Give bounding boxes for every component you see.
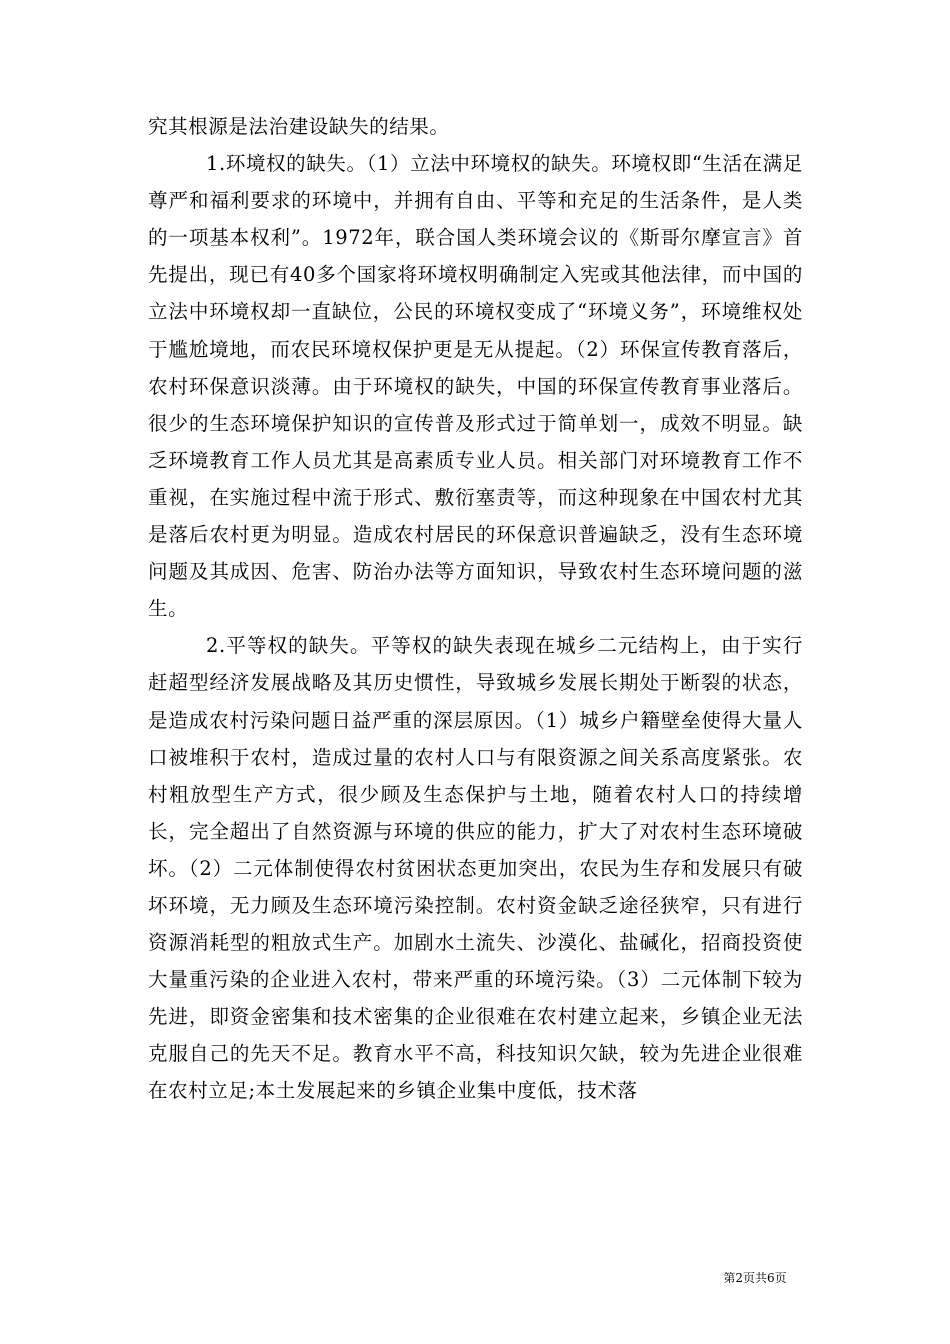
page-number-footer: 第2页共6页 bbox=[723, 1271, 787, 1285]
document-body bbox=[148, 108, 803, 1110]
paragraph-intro-continuation: 究其根源是法治建设缺失的结果。 bbox=[148, 115, 450, 138]
paragraph-environmental-rights: 1.环境权的缺失。（1）立法中环境权的缺失。环境权即“生活在满足尊严和福利要求的环境中，并拥有自由、平等和充足的生活条件，是人类的一项基本权利”。1972年，联合国人类环境会议的《斯哥尔摩宣言》首先提出，现已有40多个国家将环境权明确制定入宪或其他法律，而中国的立法中环境权却一直缺位，公民的环境权变成了“环境义务”，环境维权处于尴尬境地，而农民环境权保护更是无从提起。（2）环保宣传教育落后，农村环保意识淡薄。由于环境权的缺失，中国的环保宣传教育事业落后。很少的生态环境保护知识的宣传普及形式过于简单划一，成效不明显。缺乏环境教育工作人员尤其是高素质专业人员。相关部门对环境教育工作不重视，在实施过程中流于形式、敷衍塞责等，而这种现象在中国农村尤其是落后农村更为明显。造成农村居民的环保意识普遍缺乏，没有生态环境问题及其成因、危害、防治办法等方面知识，导致农村生态环境问题的滋生。 bbox=[148, 152, 803, 621]
paragraph-equality-rights: 2.平等权的缺失。平等权的缺失表现在城乡二元结构上，由于实行赶超型经济发展战略及其历史惯性，导致城乡发展长期处于断裂的状态，是造成农村污染问题日益严重的深层原因。（1）城乡户籍壁垒使得大量人口被堆积于农村，造成过量的农村人口与有限资源之间关系高度紧张。农村粗放型生产方式，很少顾及生态保护与土地，随着农村人口的持续增长，完全超出了自然资源与环境的供应的能力，扩大了对农村生态环境破坏。（2）二元体制使得农村贫困状态更加突出，农民为生存和发展只有破坏环境，无力顾及生态环境污染控制。农村资金缺乏途径狭窄，只有进行资源消耗型的粗放式生产。加剧水土流失、沙漠化、盐碱化，招商投资使大量重污染的企业进入农村，带来严重的环境污染。（3）二元体制下较为先进，即资金密集和技术密集的企业很难在农村建立起来，乡镇企业无法克服自己的先天不足。教育水平不高，科技知识欠缺，较为先进企业很难在农村立足;本土发展起来的乡镇企业集中度低，技术落 bbox=[148, 634, 803, 1103]
